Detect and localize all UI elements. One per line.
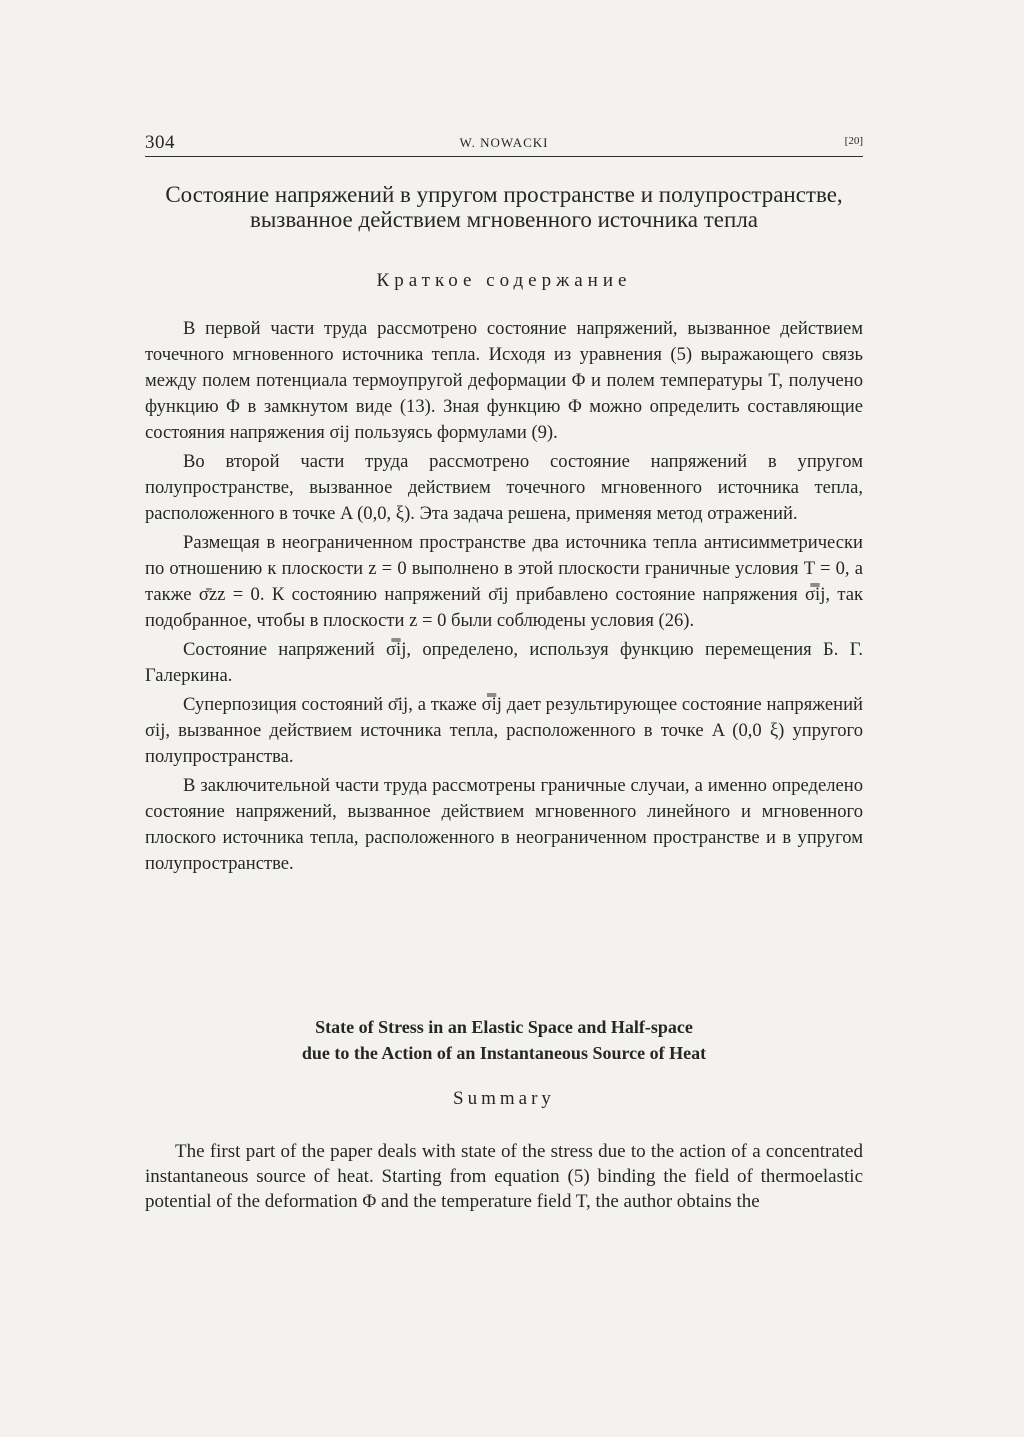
russian-abstract xyxy=(145,316,863,877)
page-number: 304 xyxy=(145,132,175,153)
russian-subtitle: Краткое содержание xyxy=(376,270,632,291)
russian-title: Состояние напряжений в упругом пространстве и полупространстве, вызванное действием мгновенного источника тепла xyxy=(165,182,843,232)
running-header xyxy=(145,132,863,157)
russian-paragraph: Во второй части труда рассмотрено состояние напряжений в упругом полупространстве, вызванное действием точечного мгновенного источника тепла, расположенного в точке A (0,0, ξ). Эта задача решена, применяя метод отражений. xyxy=(145,451,863,524)
russian-paragraph: В первой части труда рассмотрено состояние напряжений, вызванное действием точечного мгновенного источника тепла. Исходя из уравнения (5) выражающего связь между полем потенциала термоупругой деформации Φ и полем температуры T, получено функцию Φ в замкнутом виде (13). Зная функцию Φ можно определить составляющие состояния напряжения σij пользуясь формулами (9). xyxy=(145,318,863,443)
russian-paragraph: Суперпозиция состояний σ̄ij, а ткаже σ̿ij дает результирующее состояние напряжений σij, вызванное действием источника тепла, расположенного в точке A (0,0 ξ) упругого полупространства. xyxy=(145,694,863,767)
english-subtitle: Summary xyxy=(453,1088,555,1109)
russian-paragraph: Размещая в неограниченном пространстве два источника тепла антисимметрически по отношению к плоскости z = 0 выполнено в этой плоскости граничные условия T = 0, а также σ̄zz = 0. К состоянию напряжений σ̄ij прибавлено состояние напряжения σ̿ij, так подобранное, чтобы в плоскости z = 0 были соблюдены условия (26). xyxy=(145,532,863,631)
english-title xyxy=(145,1014,863,1066)
header-author: W. NOWACKI xyxy=(459,135,549,150)
english-title-line: State of Stress in an Elastic Space and Half-space xyxy=(315,1017,693,1037)
russian-paragraph: В заключительной части труда рассмотрены граничные случаи, а именно определено состояние напряжений, вызванное действием мгновенного линейного и мгновенного плоского источника тепла, расположенного в неограниченном пространстве и в упругом полупространстве. xyxy=(145,775,863,874)
english-paragraph: The first part of the paper deals with state of the stress due to the action of a concentrated instantaneous source of heat. Starting from equation (5) binding the field of thermoelastic potential of the deformation Φ and the temperature field T, the author obtains the xyxy=(145,1141,863,1212)
english-abstract xyxy=(145,1139,863,1214)
english-title-line: due to the Action of an Instantaneous Source of Heat xyxy=(301,1043,707,1063)
russian-paragraph: Состояние напряжений σ̿ij, определено, используя функцию перемещения Б. Г. Галеркина. xyxy=(145,639,863,686)
header-reference: [20] xyxy=(844,135,863,147)
